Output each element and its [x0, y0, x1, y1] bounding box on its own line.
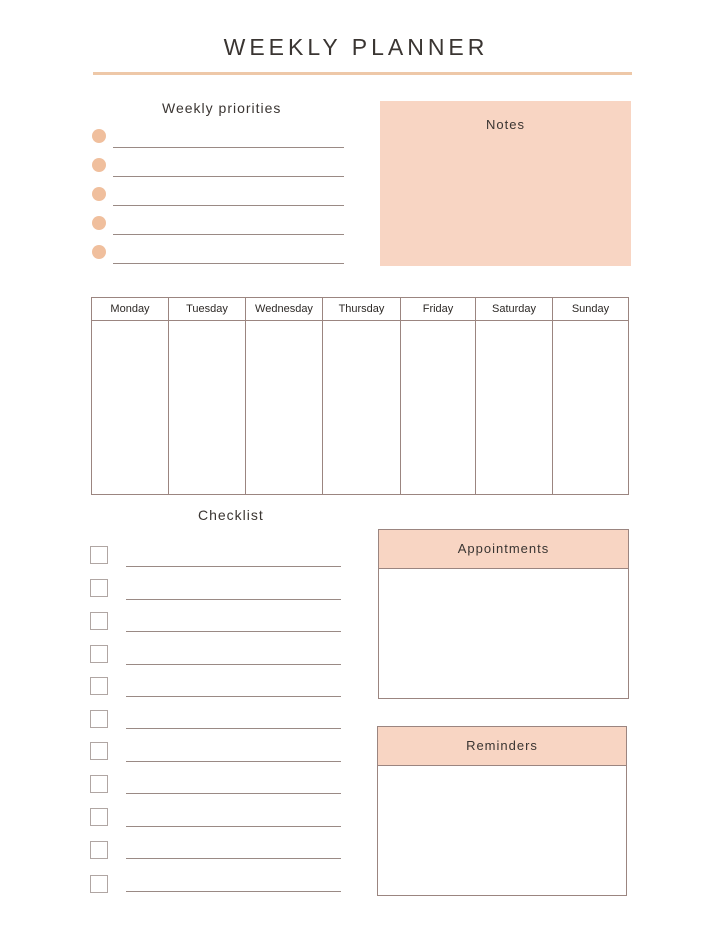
checklist-checkbox[interactable]	[90, 710, 108, 728]
checklist-line[interactable]	[126, 728, 341, 729]
priority-line[interactable]	[113, 147, 344, 148]
checklist-line[interactable]	[126, 891, 341, 892]
day-column-wednesday[interactable]	[246, 298, 323, 494]
title-divider	[93, 72, 632, 75]
day-column-sunday[interactable]	[553, 298, 628, 494]
notes-box[interactable]	[380, 101, 631, 266]
priority-line[interactable]	[113, 263, 344, 264]
priority-line[interactable]	[113, 205, 344, 206]
checklist-line[interactable]	[126, 858, 341, 859]
day-header: Monday	[92, 298, 168, 321]
checklist-checkbox[interactable]	[90, 645, 108, 663]
priority-line[interactable]	[113, 176, 344, 177]
priorities-heading: Weekly priorities	[162, 100, 282, 116]
day-column-thursday[interactable]	[323, 298, 401, 494]
priority-bullet-icon	[92, 158, 106, 172]
day-column-friday[interactable]	[401, 298, 476, 494]
week-table	[91, 297, 629, 495]
checklist-line[interactable]	[126, 793, 341, 794]
reminders-header: Reminders	[378, 727, 626, 766]
day-header: Saturday	[476, 298, 552, 321]
checklist-line[interactable]	[126, 826, 341, 827]
checklist-line[interactable]	[126, 761, 341, 762]
day-column-saturday[interactable]	[476, 298, 553, 494]
appointments-header: Appointments	[379, 530, 628, 569]
checklist-checkbox[interactable]	[90, 579, 108, 597]
priority-line[interactable]	[113, 234, 344, 235]
checklist-checkbox[interactable]	[90, 775, 108, 793]
checklist-line[interactable]	[126, 566, 341, 567]
checklist-line[interactable]	[126, 599, 341, 600]
checklist-checkbox[interactable]	[90, 612, 108, 630]
priority-bullet-icon	[92, 216, 106, 230]
day-header: Wednesday	[246, 298, 322, 321]
day-header: Thursday	[323, 298, 400, 321]
day-column-monday[interactable]	[92, 298, 169, 494]
checklist-checkbox[interactable]	[90, 546, 108, 564]
reminders-card[interactable]	[377, 726, 627, 896]
notes-label: Notes	[486, 117, 525, 132]
checklist-checkbox[interactable]	[90, 875, 108, 893]
priority-bullet-icon	[92, 187, 106, 201]
checklist-checkbox[interactable]	[90, 808, 108, 826]
priority-bullet-icon	[92, 129, 106, 143]
checklist-heading: Checklist	[198, 507, 264, 523]
page-title: WEEKLY PLANNER	[223, 34, 489, 60]
checklist-checkbox[interactable]	[90, 742, 108, 760]
checklist-checkbox[interactable]	[90, 677, 108, 695]
checklist-line[interactable]	[126, 696, 341, 697]
day-column-tuesday[interactable]	[169, 298, 246, 494]
day-header: Sunday	[553, 298, 628, 321]
checklist-line[interactable]	[126, 631, 341, 632]
day-header: Friday	[401, 298, 475, 321]
appointments-card[interactable]	[378, 529, 629, 699]
day-header: Tuesday	[169, 298, 245, 321]
priority-bullet-icon	[92, 245, 106, 259]
checklist-line[interactable]	[126, 664, 341, 665]
checklist-checkbox[interactable]	[90, 841, 108, 859]
